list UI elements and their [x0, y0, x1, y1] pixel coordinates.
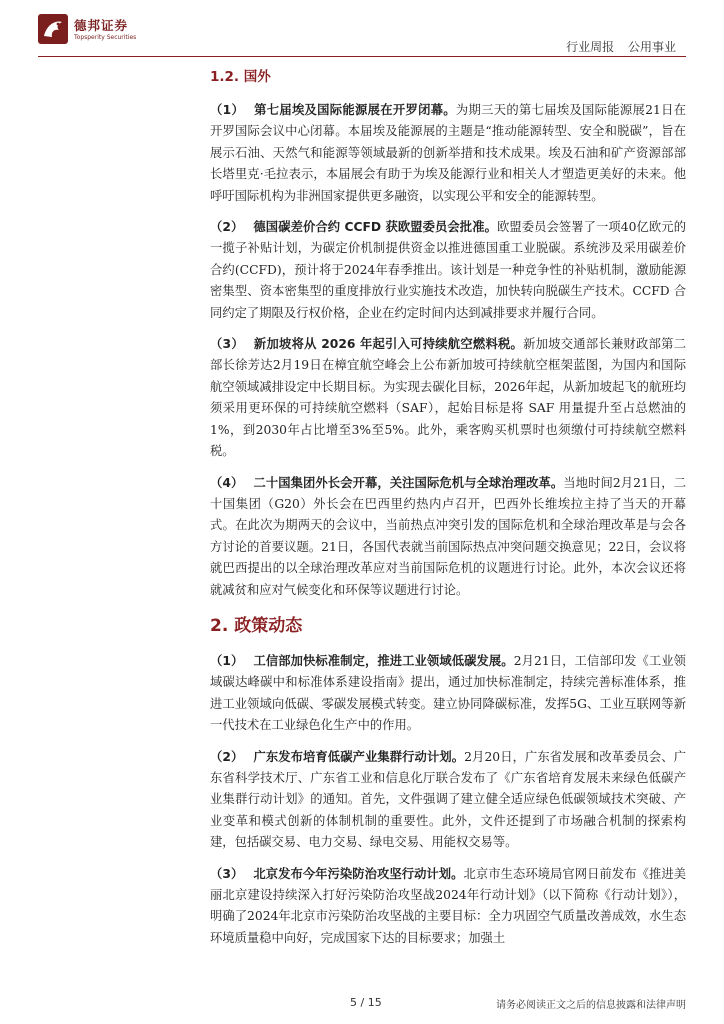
news-item-policy-1 [210, 651, 686, 737]
item-headline: 德国碳差价合约 CCFD 获欧盟委员会批准。 [253, 220, 497, 235]
news-item-foreign-1 [210, 100, 686, 207]
news-item-policy-2 [210, 747, 686, 854]
item-headline: 工信部加快标准制定，推进工业领域低碳发展。 [253, 653, 514, 668]
item-body: 当地时间2月21日，二十国集团（G20）外长会在巴西里约热内卢召开，巴西外长维埃拉主持了当天的开幕式。在此次为期两天的会议中，当前热点冲突引发的国际危机和全球治理改革是与会各方讨论的首要议题。21日，各国代表就当前国际热点冲突问题交换意见；22日，会议将就巴西提出的以全球治理改革应对当前国际危机的议题进行讨论。此外，本次会议还将就减贫和应对气候变化和环保等议题进行讨论。 [210, 475, 686, 597]
item-number: （1） [210, 103, 245, 117]
page-header [0, 0, 724, 62]
dragon-logo-icon [38, 14, 68, 44]
item-number: （4） [210, 475, 244, 490]
item-body: 2月20日，广东省发展和改革委员会、广东省科学技术厅、广东省工业和信息化厅联合发布了《广东省培育发展未来绿色低碳产业集群行动计划》的通知。首先，文件强调了建立健全适应绿色低碳领域技术突破、产业变革和模式创新的体制机制的重要性。此外，文件还提到了市场融合机制的探索构建，包括碳交易、电力交易、绿电交易、用能权交易等。 [210, 749, 686, 850]
news-item-policy-3 [210, 864, 686, 950]
header-divider [38, 56, 686, 57]
item-number: （3） [210, 337, 244, 352]
item-body: 为期三天的第七届埃及国际能源展21日在开罗国际会议中心闭幕。本届埃及能源展的主题是“推动能源转型、安全和脱碳”，旨在展示石油、天然气和能源等领域最新的创新举措和技术成果。埃及石油和矿产资源部部长塔里克·毛拉表示，本届展会有助于为埃及能源行业和相关人才塑造更美好的未来。他呼吁国际机构为非洲国家提供更多融资，以实现公平和安全的能源转型。 [210, 103, 686, 203]
item-headline: 北京发布今年污染防治攻坚行动计划。 [253, 866, 464, 881]
company-logo [38, 14, 158, 46]
item-body: 2月21日，工信部印发《工业领域碳达峰碳中和标准体系建设指南》提出，通过加快标准制定，持续完善标准体系，推进工业领域向低碳、零碳发展模式转变。建立协同降碳标准，发挥5G、工业互联网等新一代技术在工业绿色化生产中的作用。 [210, 653, 686, 733]
item-headline: 新加坡将从 2026 年起引入可持续航空燃料税。 [253, 337, 524, 352]
item-body: 新加坡交通部长兼财政部第二部长徐芳达2月19日在樟宜航空峰会上公布新加坡可持续航空框架蓝图，为国内和国际航空领域减排设定中长期目标。为实现去碳化目标，2026年起，从新加坡起飞的航班均须采用更环保的可持续航空燃料（SAF），起始目标是将 SAF 用量提升至占总燃油的1%，到2030年占比增至3%至5%。此外，乘客购买机票时也须缴付可持续航空燃料税。 [210, 337, 686, 459]
sector-name: 公用事业 [627, 40, 676, 54]
report-category [556, 38, 676, 55]
report-type: 行业周报 [566, 40, 615, 54]
item-number: （3） [210, 866, 244, 881]
section-title-policy: 2. 政策动态 [210, 615, 303, 636]
page-number: 5 / 15 [350, 996, 382, 1009]
logo-chinese-name: 德邦证券 [74, 18, 129, 33]
item-number: （2） [210, 220, 244, 235]
main-content [210, 62, 686, 959]
item-body: 北京市生态环境局官网日前发布《推进美丽北京建设持续深入打好污染防治攻坚战2024年行动计划》（以下简称《行动计划》），明确了2024年北京市污染防治攻坚战的主要目标：全力巩固空气质量改善成效，水生态环境质量稳中向好，完成国家下达的目标要求；加强土 [210, 866, 686, 945]
item-body: 欧盟委员会签署了一项40亿欧元的一揽子补贴计划，为碳定价机制提供资金以推进德国重工业脱碳。系统涉及采用碳差价合约(CCFD)，预计将于2024年春季推出。该计划是一种竞争性的补贴机制，激励能源密集型、资本密集型的重度排放行业实施技术改造，加快转向脱碳生产技术。CCFD 合同约定了期限及行权价格，企业在约定时间内达到减排要求并履行合同。 [210, 220, 686, 320]
disclaimer-note: 请务必阅读正文之后的信息披露和法律声明 [496, 1000, 686, 1011]
item-headline: 广东发布培育低碳产业集群行动计划。 [253, 749, 465, 764]
logo-english-name: Topsperity Securities [74, 34, 137, 41]
item-number: （1） [210, 653, 244, 668]
item-headline: 第七届埃及国际能源展在开罗闭幕。 [254, 103, 456, 117]
section-title-foreign: 1.2. 国外 [210, 69, 271, 85]
news-item-foreign-4 [210, 473, 686, 601]
news-item-foreign-3 [210, 334, 686, 462]
news-item-foreign-2 [210, 217, 686, 324]
item-headline: 二十国集团外长会开幕，关注国际危机与全球治理改革。 [253, 475, 564, 490]
item-number: （2） [210, 749, 244, 764]
